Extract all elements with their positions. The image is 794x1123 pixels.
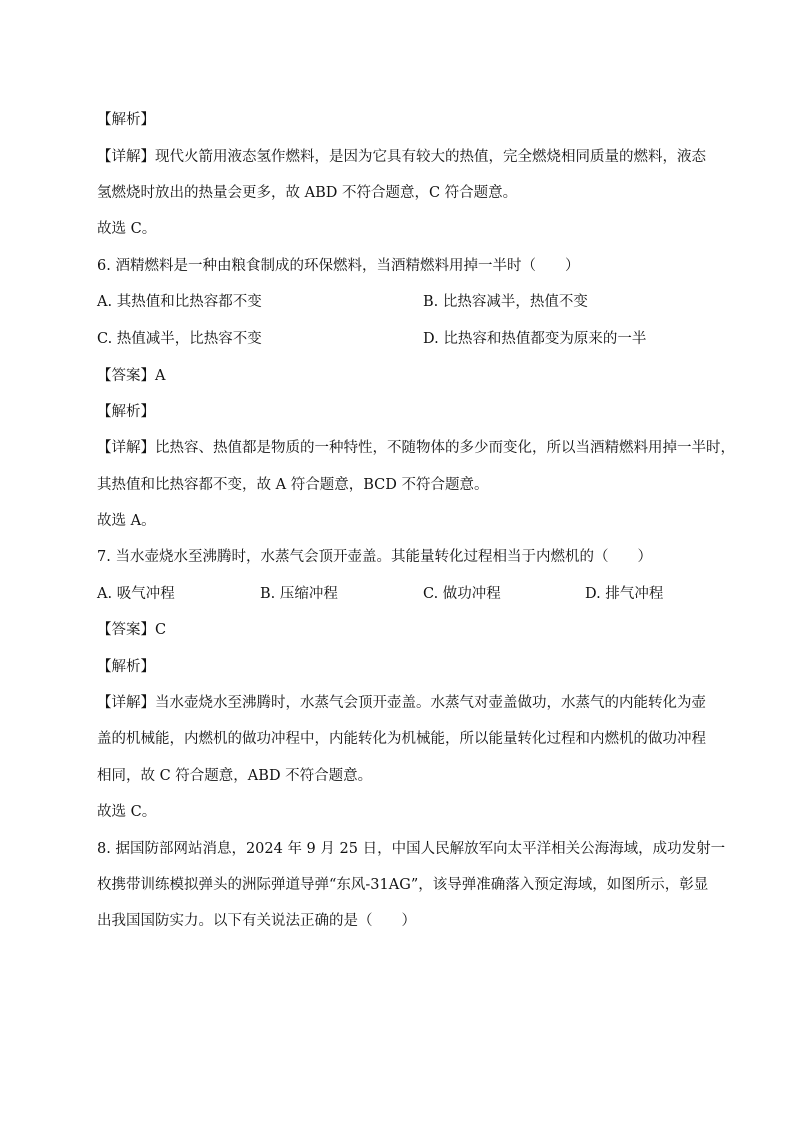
q6-answer: 【答案】A xyxy=(97,368,166,384)
q6-option-d: D. 比热容和热值都变为原来的一半 xyxy=(423,331,647,347)
q7-detail-text: 相同，故 C 符合题意，ABD 不符合题意。 xyxy=(97,768,373,784)
question-7-stem: 7. 当水壶烧水至沸腾时，水蒸气会顶开壶盖。其能量转化过程相当于内燃机的（ ） xyxy=(97,549,652,565)
detail-text: 【详解】现代火箭用液态氢作燃料，是因为它具有较大的热值，完全燃烧相同质量的燃料，液态 xyxy=(97,149,706,165)
q7-option-b: B. 压缩冲程 xyxy=(260,586,338,602)
q7-conclusion: 故选 C。 xyxy=(97,804,157,820)
q6-analysis-label: 【解析】 xyxy=(97,404,155,420)
q6-detail-text: 【详解】比热容、热值都是物质的一种特性，不随物体的多少而变化，所以当酒精燃料用掉一半时， xyxy=(97,440,735,456)
q6-option-c: C. 热值减半，比热容不变 xyxy=(97,331,262,347)
analysis-label: 【解析】 xyxy=(97,112,155,128)
q7-detail-text: 盖的机械能，内燃机的做功冲程中，内能转化为机械能，所以能量转化过程和内燃机的做功冲程 xyxy=(97,731,706,747)
question-6-stem: 6. 酒精燃料是一种由粮食制成的环保燃料，当酒精燃料用掉一半时（ ） xyxy=(97,258,580,274)
question-8-stem: 8. 据国防部网站消息，2024 年 9 月 25 日，中国人民解放军向太平洋相关公海海域，成功发射一 xyxy=(97,841,726,857)
q7-option-d: D. 排气冲程 xyxy=(585,586,664,602)
q6-option-b: B. 比热容减半，热值不变 xyxy=(423,294,588,310)
q7-answer: 【答案】C xyxy=(97,622,167,638)
detail-text: 氢燃烧时放出的热量会更多，故 ABD 不符合题意，C 符合题意。 xyxy=(97,185,518,201)
conclusion-text: 故选 C。 xyxy=(97,221,157,237)
q6-option-a: A. 其热值和比热容都不变 xyxy=(97,294,262,310)
question-8-stem: 出我国国防实力。以下有关说法正确的是（ ） xyxy=(97,913,416,929)
q7-analysis-label: 【解析】 xyxy=(97,659,155,675)
question-8-stem: 枚携带训练模拟弹头的洲际弹道导弹“东风-31AG”，该导弹准确落入预定海域，如图所示，彰显 xyxy=(97,877,709,893)
q7-option-a: A. 吸气冲程 xyxy=(97,586,175,602)
q7-detail-text: 【详解】当水壶烧水至沸腾时，水蒸气会顶开壶盖。水蒸气对壶盖做功，水蒸气的内能转化为壶 xyxy=(97,695,706,711)
q6-conclusion: 故选 A。 xyxy=(97,513,156,529)
q6-detail-text: 其热值和比热容都不变，故 A 符合题意，BCD 不符合题意。 xyxy=(97,477,489,493)
q7-option-c: C. 做功冲程 xyxy=(423,586,501,602)
